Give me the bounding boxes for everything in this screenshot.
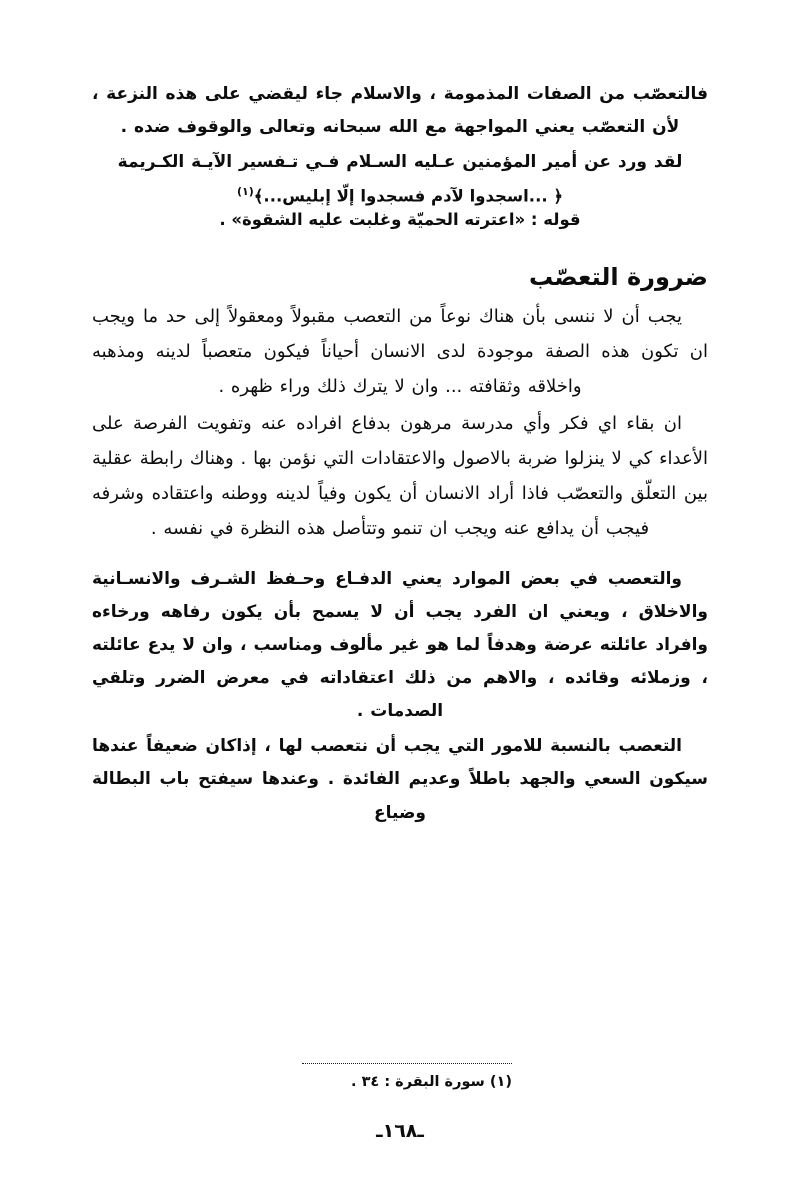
- body-text-block: [92, 299, 708, 547]
- quran-verse-text: ﴿ ...اسجدوا لآدم فسجدوا إلّا إبليس...﴾: [253, 186, 564, 206]
- footnote-area: [92, 1063, 708, 1090]
- paragraph-intro: فالتعصّب من الصفات المذمومة ، والاسلام جاء ليقضي على هذه النزعة ، لأن التعصّب يعني المواجهة مع الله سبحانه وتعالى والوقوف ضده .: [92, 84, 708, 138]
- quran-verse-line: [92, 185, 708, 206]
- page-number: ـ١٦٨ـ: [376, 1120, 424, 1142]
- paragraph-body-2: ان بقاء اي فكر وأي مدرسة مرهون بدفاع افراده عنه وتفويت الفرصة على الأعداء كي لا ينزلوا ضربة بالاصول والاعتقادات التي نؤمن بها . وهناك رابطة عقلية بين التعلّق والتعصّب فاذا أراد الانسان أن يكون وفياً لدينه ووطنه واعتقاده وشرفه فيجب أن يدافع عنه ويجب ان تنمو وتتأصل هذه النظرة في نفسه .: [92, 413, 708, 540]
- footnote-divider: [302, 1063, 512, 1064]
- paragraph-body-1: يجب أن لا ننسى بأن هناك نوعاً من التعصب مقبولاً ومعقولاً إلى حد ما ويجب ان تكون هذه الصفة موجودة لدى الانسان أحياناً فيكون متعصباً لدينه ومذهبه واخلاقه وثقافته ... وان لا يترك ذلك وراء ظهره .: [92, 305, 708, 398]
- secondary-text-block: [92, 563, 708, 830]
- paragraph-narration-intro: لقد ورد عن أمير المؤمنين عـليه السـلام فـي تـفسير الآيـة الكـريمة: [117, 152, 683, 173]
- paragraph-mid-1: والتعصب في بعض الموارد يعني الدفـاع وحـفظ الشـرف والانسـانية والاخلاق ، ويعني ان الفرد يجب أن لا يسمح بأن يكون رفاهه ورخاءه وافراد عائلته عرضة وهدفاً لما هو غير مألوف ومناسب ، وان لا يدع عائلته ، وزملائه وقائده ، والاهم من ذلك اعتقاداته في معرض الضرر وتلقي الصدمات .: [92, 568, 708, 722]
- top-text-block: [92, 78, 708, 229]
- hadith-quote: قوله : «اعترته الحميّة وغلبت عليه الشقوة» .: [219, 209, 581, 229]
- footnote-text: (١) سورة البقرة : ٣٤ .: [351, 1074, 512, 1090]
- spacer: [92, 549, 708, 563]
- paragraph-mid-2: التعصب بالنسبة للامور التي يجب أن نتعصب لها ، إذاكان ضعيفاً عندها سيكون السعي والجهد باطلاً وعديم الفائدة . وعندها سيفتح باب البطالة وضياع: [92, 736, 708, 823]
- section-heading: ضرورة التعصّب: [528, 262, 708, 291]
- footnote-marker: (١): [236, 185, 254, 199]
